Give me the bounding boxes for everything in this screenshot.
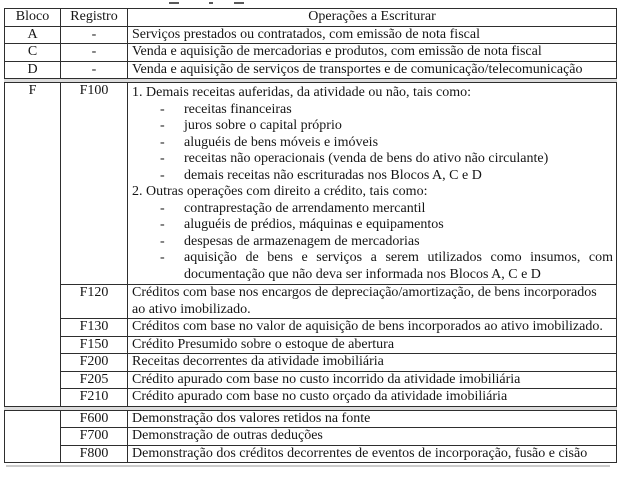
table-row-f700: [5, 428, 617, 446]
bullet-dash: -: [160, 233, 165, 249]
cell-operacoes: Serviços prestados ou contratados, com emissão de nota fiscal: [128, 26, 617, 44]
column-header-registro: Registro: [61, 9, 128, 27]
bullet-text: aluguéis de prédios, máquinas e equipamentos: [184, 217, 444, 232]
table-row-bloco-d: [5, 61, 617, 79]
cropped-text-artifact-top: [0, 1, 621, 5]
cropped-text-artifact-bottom: [6, 465, 610, 467]
cell-registro: F800: [61, 445, 128, 463]
cell-operacoes: Receitas decorrentes da atividade imobiliária: [128, 354, 617, 372]
cell-registro: -: [61, 61, 128, 79]
bullet-dash: -: [160, 250, 165, 265]
f100-item2-bullet: [132, 234, 613, 251]
cell-bloco-empty: [5, 410, 61, 463]
bullet-dash: -: [160, 134, 165, 150]
cell-bloco: A: [5, 26, 61, 44]
cell-operacoes: Créditos com base nos encargos de depreciação/amortização, de bens incorporados ao ativo imobilizado.: [128, 285, 617, 319]
column-header-bloco: Bloco: [5, 9, 61, 27]
cell-bloco: C: [5, 44, 61, 62]
f100-item2-bullet: [132, 217, 613, 234]
bullet-text: receitas não operacionais (venda de bens do ativo não circulante): [184, 151, 549, 166]
table-blocks-acd: [4, 8, 617, 79]
bullet-dash: -: [160, 101, 165, 117]
cell-bloco-f: F: [5, 83, 61, 407]
f100-item1-title: 1. Demais receitas auferidas, da atividade ou não, tais como:: [132, 85, 471, 100]
cell-operacoes: Crédito apurado com base no custo incorrido da atividade imobiliária: [128, 371, 617, 389]
cell-operacoes: Venda e aquisição de serviços de transportes e de comunicação/telecomunicação: [128, 61, 617, 79]
cell-registro: -: [61, 44, 128, 62]
table-row-f130: [5, 319, 617, 337]
table-row-f600: [5, 410, 617, 428]
table-row-f205: [5, 371, 617, 389]
cell-registro: F210: [61, 389, 128, 407]
bullet-dash: -: [160, 118, 165, 133]
cell-registro: F205: [61, 371, 128, 389]
bullet-text: demais receitas não escrituradas nos Blocos A, C e D: [184, 167, 482, 183]
bullet-text: contraprestação de arrendamento mercantil: [184, 200, 426, 216]
table-header-row: [5, 9, 617, 27]
cell-operacoes: Venda e aquisição de mercadorias e produtos, com emissão de nota fiscal: [128, 44, 617, 62]
cell-operacoes: Demonstração dos créditos decorrentes de eventos de incorporação, fusão e cisão: [128, 445, 617, 463]
cell-operacoes: Crédito Presumido sobre o estoque de abertura: [128, 336, 617, 354]
table-block-f: [4, 82, 617, 407]
table-row-bloco-c: [5, 44, 617, 62]
cell-operacoes: Demonstração dos valores retidos na fonte: [128, 410, 617, 428]
bullet-text: juros sobre o capital próprio: [184, 118, 342, 133]
f100-item1-bullet: [132, 118, 613, 135]
table-row-f150: [5, 336, 617, 354]
bullet-text: aluguéis de bens móveis e imóveis: [184, 134, 379, 150]
bullet-dash: -: [160, 167, 165, 183]
f100-item2-bullet: [132, 250, 613, 283]
cell-registro: F600: [61, 410, 128, 428]
cell-registro: -: [61, 26, 128, 44]
f100-item2-title: 2. Outras operações com direito a crédito, tais como:: [132, 184, 428, 199]
cell-operacoes: Créditos com base no valor de aquisição de bens incorporados ao ativo imobilizado.: [128, 319, 617, 337]
cell-registro: F150: [61, 336, 128, 354]
bullet-dash: -: [160, 200, 165, 216]
table-block-f-demonstracoes: [4, 410, 617, 464]
f100-item1-bullet: [132, 168, 613, 185]
table-row-bloco-a: [5, 26, 617, 44]
column-header-operacoes: Operações a Escriturar: [128, 9, 617, 27]
bullet-dash: -: [160, 151, 165, 166]
table-row-f100: [5, 83, 617, 285]
cell-bloco: D: [5, 61, 61, 79]
cell-registro: F100: [61, 83, 128, 285]
table-row-f210: [5, 389, 617, 407]
f100-item1-bullet: [132, 135, 613, 152]
f100-item2-bullet: [132, 201, 613, 218]
table-row-f200: [5, 354, 617, 372]
cell-operacoes: Demonstração de outras deduções: [128, 428, 617, 446]
cell-registro: F700: [61, 428, 128, 446]
table-row-f120: [5, 285, 617, 319]
f100-item1-bullet: [132, 151, 613, 168]
table-row-f800: [5, 445, 617, 463]
bullet-text: receitas financeiras: [184, 101, 292, 117]
cell-registro: F200: [61, 354, 128, 372]
bullet-dash: -: [160, 217, 165, 232]
cell-operacoes-f100: [128, 83, 617, 285]
bullet-text: despesas de armazenagem de mercadorias: [184, 233, 420, 249]
bullet-text: aquisição de bens e serviços a serem utilizados como insumos, com documentação que não deva ser informada nos Blocos A, C e D: [184, 250, 613, 282]
cell-registro: F120: [61, 285, 128, 319]
cell-registro: F130: [61, 319, 128, 337]
cell-operacoes: Crédito apurado com base no custo orçado da atividade imobiliária: [128, 389, 617, 407]
f100-item1-bullet: [132, 102, 613, 119]
